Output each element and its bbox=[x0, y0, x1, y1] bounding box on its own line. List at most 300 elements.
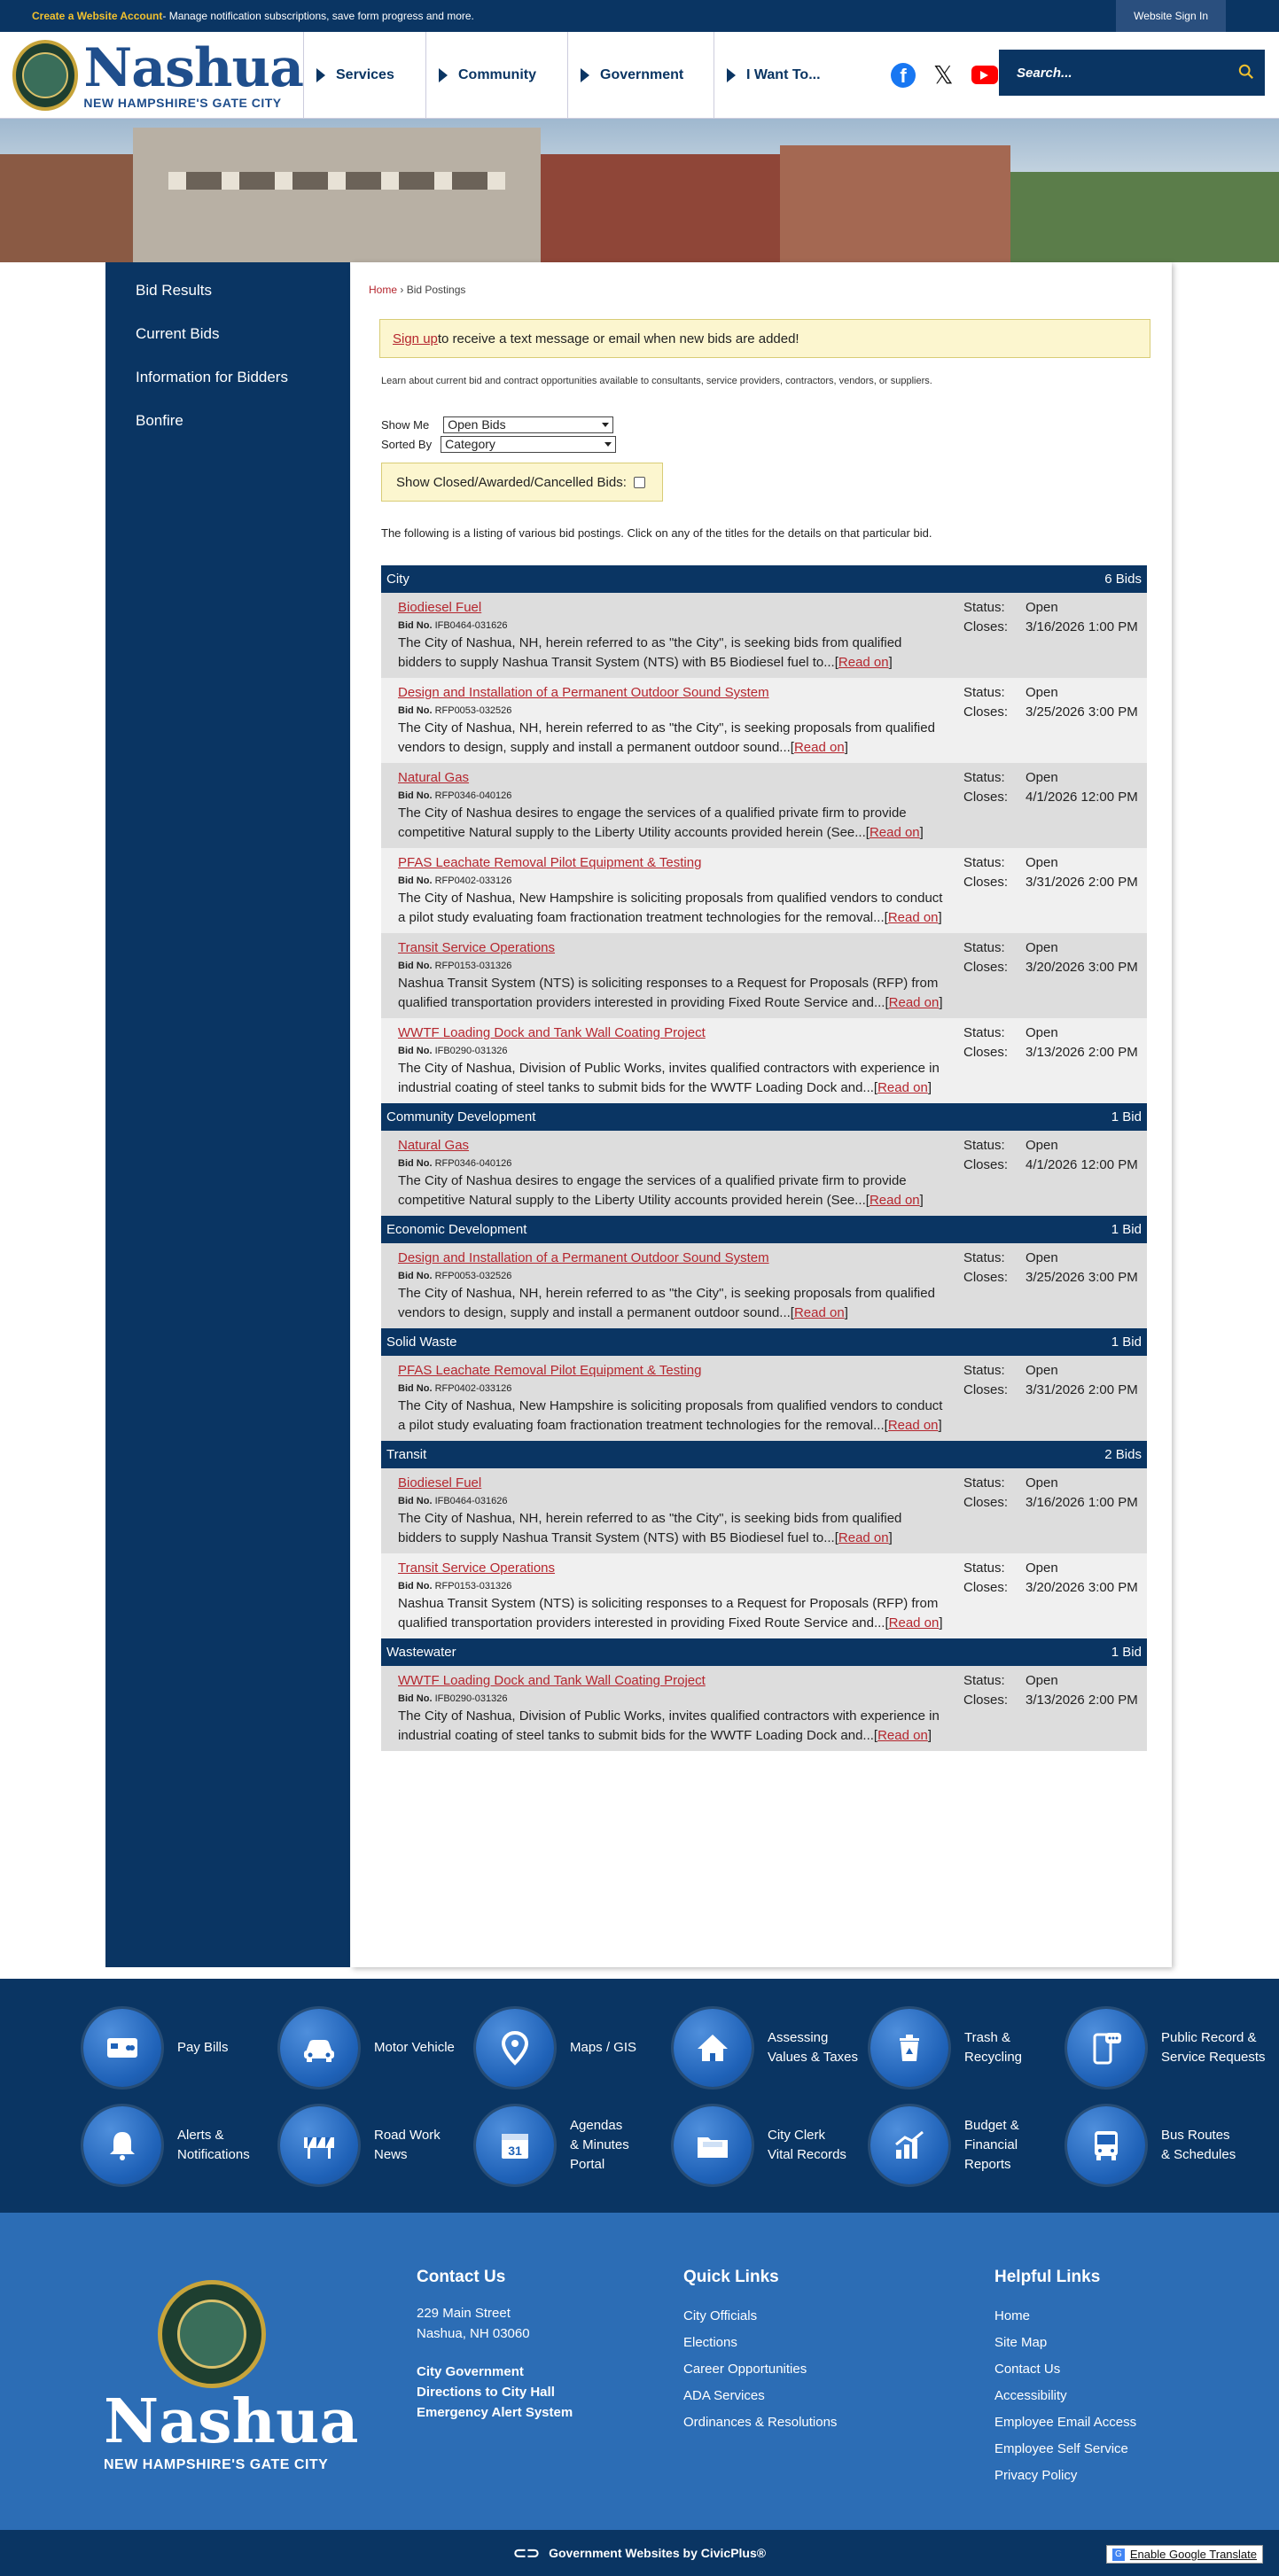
bid-status-value: Open bbox=[1026, 1250, 1058, 1265]
sidebar-item-bonfire[interactable]: Bonfire bbox=[136, 412, 183, 429]
bid-title-link[interactable]: Natural Gas bbox=[398, 1138, 470, 1153]
bid-number bbox=[398, 618, 948, 634]
category-name: Transit bbox=[386, 1447, 427, 1462]
bid-summary: Nashua Transit System (NTS) is soliciting responses to a Request for Proposals (RFP) from qualified transportation providers interested in providing Fixed Route Service and...[Read on] bbox=[398, 976, 943, 1010]
bid-number bbox=[398, 1381, 948, 1397]
footer-link[interactable]: Site Map bbox=[994, 2335, 1048, 2350]
bid-closes-value: 3/16/2026 1:00 PM bbox=[1026, 619, 1138, 634]
quick-link-label: Road Work News bbox=[374, 2128, 441, 2162]
main-content bbox=[351, 262, 1172, 1967]
bid-row bbox=[381, 1356, 1147, 1441]
quick-link-8[interactable] bbox=[280, 2106, 441, 2184]
bid-closes-value: 4/1/2026 12:00 PM bbox=[1026, 790, 1138, 805]
read-on-link[interactable]: Read on bbox=[887, 1418, 939, 1433]
bid-status-label: Status: bbox=[963, 770, 1005, 785]
bell-icon bbox=[83, 2106, 161, 2184]
bid-closes-label: Closes: bbox=[963, 704, 1009, 720]
site-logo[interactable] bbox=[0, 36, 303, 111]
bid-closes-label: Closes: bbox=[963, 875, 1009, 890]
notify-alert-box: Sign up to receive a text message or email when new bids are added! bbox=[379, 319, 1150, 358]
bid-number-value: RFP0402-033126 bbox=[434, 1383, 512, 1394]
bid-summary-text: The City of Nashua, New Hampshire is soliciting proposals from qualified vendors to conduct a pilot study evaluating foam fractionation treatment technologies for the removal... bbox=[398, 1398, 943, 1433]
bid-status-label: Status: bbox=[963, 1673, 1005, 1688]
category-name: Economic Development bbox=[386, 1222, 527, 1237]
bid-summary: The City of Nashua, NH, herein referred to as "the City", is seeking bids from qualified bidders to supply Nashua Transit System (NTS) with B5 Biodiesel fuel to...[Read on] bbox=[398, 635, 902, 670]
bid-number-value: RFP0153-031326 bbox=[434, 1581, 512, 1592]
footer-address-2: Nashua, NH 03060 bbox=[417, 2326, 530, 2341]
bid-title-link[interactable]: PFAS Leachate Removal Pilot Equipment & Testing bbox=[398, 1363, 702, 1378]
bid-closes-value: 4/1/2026 12:00 PM bbox=[1026, 1157, 1138, 1172]
bid-title-link[interactable]: Transit Service Operations bbox=[398, 940, 556, 955]
bid-summary-text: The City of Nashua, New Hampshire is soliciting proposals from qualified vendors to conduct a pilot study evaluating foam fractionation treatment technologies for the removal... bbox=[398, 891, 943, 925]
quick-link-11[interactable] bbox=[870, 2106, 1019, 2184]
read-on-link[interactable]: Read on bbox=[869, 1193, 920, 1208]
bid-summary-text: The City of Nashua, NH, herein referred to as "the City", is seeking bids from qualified bidders to supply Nashua Transit System (NTS) with B5 Biodiesel fuel to... bbox=[398, 1511, 902, 1545]
site-header bbox=[0, 32, 1279, 119]
bid-summary: The City of Nashua, New Hampshire is soliciting proposals from qualified vendors to conduct a pilot study evaluating foam fractionation treatment technologies for the removal...[Read on] bbox=[398, 891, 943, 925]
bid-status-label: Status: bbox=[963, 1138, 1005, 1153]
bid-meta bbox=[963, 683, 1138, 758]
bid-closes-value: 3/13/2026 2:00 PM bbox=[1026, 1045, 1138, 1060]
nav-arrow-icon bbox=[727, 68, 736, 82]
bid-closes-label: Closes: bbox=[963, 1693, 1009, 1708]
quick-link-2[interactable] bbox=[280, 2009, 455, 2087]
bid-row bbox=[381, 933, 1147, 1018]
bid-summary-text: Nashua Transit System (NTS) is soliciting responses to a Request for Proposals (RFP) from qualified transportation providers interested in providing Fixed Route Service and... bbox=[398, 1596, 939, 1630]
bid-number-label: Bid No. bbox=[398, 1271, 433, 1281]
bid-number-value: IFB0290-031326 bbox=[434, 1693, 508, 1704]
bid-closes-value: 3/25/2026 3:00 PM bbox=[1026, 704, 1138, 720]
footer-logo-name: Nashua bbox=[104, 2386, 359, 2457]
bid-summary: The City of Nashua, Division of Public Works, invites qualified contractors with experience in industrial coating of steel tanks to submit bids for the WWTF Loading Dock and...[Read on] bbox=[398, 1708, 940, 1743]
quick-link-label: Alerts & Notifications bbox=[177, 2128, 250, 2162]
search-icon[interactable] bbox=[1238, 64, 1254, 80]
quick-links-bar bbox=[0, 1979, 1279, 2213]
bid-title-link[interactable]: Biodiesel Fuel bbox=[398, 600, 482, 615]
quick-link-label: Maps / GIS bbox=[570, 2040, 637, 2055]
google-translate-label: Enable Google Translate bbox=[1129, 2548, 1257, 2561]
read-on-link[interactable]: Read on bbox=[888, 1615, 940, 1630]
quick-link-5[interactable] bbox=[870, 2009, 1022, 2087]
bus-icon bbox=[1067, 2106, 1145, 2184]
footer-link[interactable]: City Officials bbox=[683, 2308, 758, 2323]
bid-description-block bbox=[398, 1671, 948, 1746]
bid-summary: The City of Nashua, NH, herein referred to as "the City", is seeking proposals from qualified vendors to design, supply and install a permanent outdoor sound...[Read on] bbox=[398, 1286, 935, 1320]
category-name: City bbox=[386, 572, 409, 587]
filter-controls bbox=[381, 415, 616, 454]
breadcrumb: Home › Bid Postings bbox=[369, 284, 466, 296]
quick-link-label: Budget & Financial Reports bbox=[964, 2118, 1019, 2172]
category-header bbox=[381, 565, 1147, 593]
footer-quick-links bbox=[683, 2266, 837, 2436]
bid-number-value: IFB0290-031326 bbox=[434, 1046, 508, 1056]
civicplus-logo-icon: ⊂⊃ bbox=[512, 2543, 541, 2562]
footer-contact-heading: Contact Us bbox=[417, 2268, 506, 2286]
bid-number-label: Bid No. bbox=[398, 1496, 433, 1506]
category-count: 1 Bid bbox=[1111, 1335, 1142, 1350]
show-closed-box bbox=[381, 463, 663, 502]
bid-closes-value: 3/20/2026 3:00 PM bbox=[1026, 1580, 1138, 1595]
quick-link-3[interactable] bbox=[476, 2009, 636, 2087]
footer-link[interactable]: Contact Us bbox=[994, 2362, 1061, 2377]
bid-number-value: RFP0402-033126 bbox=[434, 876, 512, 886]
main-nav bbox=[303, 32, 846, 119]
phone-chat-icon bbox=[1067, 2009, 1145, 2087]
bid-status-label: Status: bbox=[963, 1363, 1005, 1378]
bid-status-label: Status: bbox=[963, 1560, 1005, 1576]
calendar-icon bbox=[476, 2106, 554, 2184]
bid-status-value: Open bbox=[1026, 1560, 1058, 1576]
bid-title-link[interactable]: Biodiesel Fuel bbox=[398, 1475, 482, 1490]
civicplus-link[interactable]: Government Websites by CivicPlus® bbox=[549, 2546, 767, 2560]
read-on-link[interactable]: Read on bbox=[793, 740, 845, 755]
bid-summary: The City of Nashua, NH, herein referred to as "the City", is seeking bids from qualified bidders to supply Nashua Transit System (NTS) with B5 Biodiesel fuel to...[Read on] bbox=[398, 1511, 902, 1545]
bid-summary: Nashua Transit System (NTS) is soliciting responses to a Request for Proposals (RFP) from qualified transportation providers interested in providing Fixed Route Service and...[Read on] bbox=[398, 1596, 943, 1630]
category-header bbox=[381, 1103, 1147, 1131]
nav-arrow-icon bbox=[439, 68, 448, 82]
footer-address-1: 229 Main Street bbox=[417, 2306, 511, 2321]
bid-number bbox=[398, 1691, 948, 1707]
category-count: 6 Bids bbox=[1104, 572, 1142, 587]
bid-status-label: Status: bbox=[963, 855, 1005, 870]
bid-closes-label: Closes: bbox=[963, 1495, 1009, 1510]
bid-status-value: Open bbox=[1026, 1363, 1058, 1378]
bid-number-label: Bid No. bbox=[398, 620, 433, 631]
category-count: 1 Bid bbox=[1111, 1109, 1142, 1125]
show-me-label: Show Me bbox=[381, 417, 430, 432]
bid-closes-label: Closes: bbox=[963, 960, 1009, 975]
category-header bbox=[381, 1638, 1147, 1666]
sign-up-link[interactable]: Sign up bbox=[393, 331, 438, 346]
bid-row bbox=[381, 1666, 1147, 1751]
category-count: 1 Bid bbox=[1111, 1645, 1142, 1660]
quick-link-6[interactable] bbox=[1067, 2009, 1266, 2087]
footer-link[interactable]: Privacy Policy bbox=[994, 2468, 1078, 2483]
read-on-link[interactable]: Read on bbox=[888, 995, 940, 1010]
bid-closes-value: 3/16/2026 1:00 PM bbox=[1026, 1495, 1138, 1510]
bid-row bbox=[381, 1553, 1147, 1638]
sidebar-item-information-for-bidders[interactable]: Information for Bidders bbox=[136, 369, 288, 385]
hero-banner-image bbox=[0, 119, 1279, 262]
bid-title-link[interactable]: PFAS Leachate Removal Pilot Equipment & Testing bbox=[398, 855, 702, 870]
social-links bbox=[891, 60, 998, 89]
google-translate-icon: G bbox=[1112, 2549, 1125, 2561]
bid-status-label: Status: bbox=[963, 600, 1005, 615]
quick-link-label: Motor Vehicle bbox=[374, 2040, 455, 2055]
bid-summary: The City of Nashua, NH, herein referred to as "the City", is seeking proposals from qualified vendors to design, supply and install a permanent outdoor sound...[Read on] bbox=[398, 720, 935, 755]
bid-number-value: RFP0346-040126 bbox=[434, 790, 512, 801]
footer-link[interactable]: Employee Email Access bbox=[994, 2415, 1137, 2430]
show-me-select[interactable]: Open Bids bbox=[443, 416, 613, 433]
category-name: Wastewater bbox=[386, 1645, 456, 1660]
breadcrumb-home[interactable]: Home bbox=[369, 284, 398, 296]
category-name: Solid Waste bbox=[386, 1335, 457, 1350]
bid-description-block bbox=[398, 1136, 948, 1210]
bid-status-label: Status: bbox=[963, 1475, 1005, 1490]
bid-status-label: Status: bbox=[963, 685, 1005, 700]
sidebar-nav bbox=[105, 262, 350, 1967]
bid-closes-label: Closes: bbox=[963, 1580, 1009, 1595]
bid-status-value: Open bbox=[1026, 1673, 1058, 1688]
bid-meta bbox=[963, 768, 1138, 843]
bid-status-value: Open bbox=[1026, 940, 1058, 955]
bid-number-label: Bid No. bbox=[398, 1158, 433, 1169]
category-header bbox=[381, 1216, 1147, 1243]
nav-arrow-icon bbox=[316, 68, 325, 82]
learn-text: Learn about current bid and contract opportunities available to consultants, service providers, contractors, vendors, or suppliers. bbox=[381, 376, 932, 386]
bid-closes-value: 3/13/2026 2:00 PM bbox=[1026, 1693, 1138, 1708]
bid-description-block bbox=[398, 1361, 948, 1436]
bid-meta bbox=[963, 1559, 1138, 1633]
footer-helpful-heading: Helpful Links bbox=[994, 2268, 1101, 2286]
bid-row bbox=[381, 593, 1147, 678]
bid-number-label: Bid No. bbox=[398, 1693, 433, 1704]
bid-row bbox=[381, 678, 1147, 763]
quick-link-label: Pay Bills bbox=[177, 2040, 229, 2055]
bid-status-value: Open bbox=[1026, 770, 1058, 785]
logo-name: Nashua bbox=[83, 36, 303, 99]
quick-link-label: Agendas & Minutes Portal bbox=[570, 2118, 629, 2172]
bid-number-label: Bid No. bbox=[398, 1581, 433, 1592]
bid-closes-value: 3/20/2026 3:00 PM bbox=[1026, 960, 1138, 975]
bid-number bbox=[398, 1043, 948, 1059]
youtube-icon[interactable] bbox=[971, 66, 998, 84]
bid-listing bbox=[381, 565, 1147, 1751]
nav-community[interactable]: Community bbox=[425, 32, 567, 119]
bid-meta bbox=[963, 598, 1138, 673]
logo-tagline: NEW HAMPSHIRE'S GATE CITY bbox=[83, 95, 282, 110]
bid-title-link[interactable]: Transit Service Operations bbox=[398, 1560, 556, 1576]
create-account-description: - Manage notification subscriptions, save form progress and more. bbox=[162, 10, 474, 22]
sorted-by-select[interactable]: Category bbox=[441, 436, 616, 453]
category-name: Community Development bbox=[386, 1109, 536, 1125]
bid-status-value: Open bbox=[1026, 685, 1058, 700]
x-twitter-icon[interactable]: 𝕏 bbox=[933, 60, 954, 89]
bid-description-block bbox=[398, 768, 948, 843]
bid-status-value: Open bbox=[1026, 855, 1058, 870]
nav-i-want-to[interactable]: I Want To... bbox=[714, 32, 846, 119]
recycle-bin-icon bbox=[870, 2009, 948, 2087]
footer-link-emergency-alert[interactable]: Emergency Alert System bbox=[417, 2405, 573, 2420]
bid-row bbox=[381, 763, 1147, 848]
create-account-link[interactable]: Create a Website Account bbox=[32, 10, 163, 22]
footer-helpful-links bbox=[994, 2266, 1136, 2489]
bid-number-label: Bid No. bbox=[398, 705, 433, 716]
bid-description-block bbox=[398, 1474, 948, 1548]
intro-text: The following is a listing of various bid postings. Click on any of the titles for the details on that particular bid. bbox=[381, 526, 932, 540]
read-on-link[interactable]: Read on bbox=[838, 655, 889, 670]
footer-quick-heading: Quick Links bbox=[683, 2268, 779, 2286]
bid-number bbox=[398, 1268, 948, 1284]
quick-link-label: Trash & Recycling bbox=[964, 2030, 1023, 2065]
bid-summary-text: The City of Nashua desires to engage the services of a qualified private firm to provide competitive Natural supply to the Liberty Utility accounts provided herein (See... bbox=[398, 805, 907, 840]
bid-number bbox=[398, 1578, 948, 1594]
nav-government[interactable]: Government bbox=[567, 32, 714, 119]
footer-link-directions[interactable]: Directions to City Hall bbox=[417, 2385, 555, 2400]
footer-link[interactable]: Ordinances & Resolutions bbox=[683, 2415, 838, 2430]
footer-link[interactable]: Home bbox=[994, 2308, 1031, 2323]
footer-link[interactable]: Career Opportunities bbox=[683, 2362, 807, 2377]
bid-number bbox=[398, 1156, 948, 1171]
search-placeholder: Search... bbox=[1017, 65, 1072, 81]
category-count: 1 Bid bbox=[1111, 1222, 1142, 1237]
bid-summary-text: The City of Nashua, Division of Public Works, invites qualified contractors with experience in industrial coating of steel tanks to submit bids for the WWTF Loading Dock and... bbox=[398, 1708, 940, 1743]
bid-title-link[interactable]: Design and Installation of a Permanent Outdoor Sound System bbox=[398, 1250, 769, 1265]
bid-number-label: Bid No. bbox=[398, 790, 433, 801]
bid-summary-text: The City of Nashua, NH, herein referred to as "the City", is seeking bids from qualified bidders to supply Nashua Transit System (NTS) with B5 Biodiesel fuel to... bbox=[398, 635, 902, 670]
read-on-link[interactable]: Read on bbox=[887, 910, 939, 925]
category-header bbox=[381, 1441, 1147, 1468]
bid-description-block bbox=[398, 598, 948, 673]
website-sign-in-button[interactable]: Website Sign In bbox=[1116, 0, 1226, 32]
read-on-link[interactable]: Read on bbox=[793, 1305, 845, 1320]
quick-link-4[interactable] bbox=[674, 2009, 858, 2087]
bid-closes-label: Closes: bbox=[963, 1270, 1009, 1285]
bid-summary: The City of Nashua desires to engage the services of a qualified private firm to provide competitive Natural supply to the Liberty Utility accounts provided herein (See...[Read on] bbox=[398, 1173, 924, 1208]
bid-status-label: Status: bbox=[963, 1250, 1005, 1265]
bid-row bbox=[381, 848, 1147, 933]
top-utility-bar bbox=[0, 0, 1279, 32]
bid-title-link[interactable]: Design and Installation of a Permanent Outdoor Sound System bbox=[398, 685, 769, 700]
sidebar-item-current-bids[interactable]: Current Bids bbox=[136, 325, 220, 342]
bid-status-value: Open bbox=[1026, 1475, 1058, 1490]
folder-icon bbox=[674, 2106, 752, 2184]
read-on-link[interactable]: Read on bbox=[869, 825, 920, 840]
bid-number-label: Bid No. bbox=[398, 1046, 433, 1056]
city-seal-icon bbox=[12, 40, 78, 111]
category-count: 2 Bids bbox=[1104, 1447, 1142, 1462]
bid-title-link[interactable]: WWTF Loading Dock and Tank Wall Coating Project bbox=[398, 1025, 706, 1040]
bid-meta bbox=[963, 853, 1138, 928]
footer-link[interactable]: ADA Services bbox=[683, 2388, 765, 2403]
quick-link-12[interactable] bbox=[1067, 2106, 1236, 2184]
bid-meta bbox=[963, 1023, 1138, 1098]
bar-chart-icon bbox=[870, 2106, 948, 2184]
quick-link-label: Public Record & Service Requests bbox=[1161, 2030, 1266, 2065]
sorted-by-label: Sorted By bbox=[381, 437, 433, 451]
show-closed-checkbox[interactable] bbox=[634, 477, 645, 488]
bid-title-link[interactable]: WWTF Loading Dock and Tank Wall Coating Project bbox=[398, 1673, 706, 1688]
bid-row bbox=[381, 1468, 1147, 1553]
bid-row bbox=[381, 1018, 1147, 1103]
read-on-link[interactable]: Read on bbox=[877, 1728, 928, 1743]
breadcrumb-current: Bid Postings bbox=[406, 284, 466, 296]
bid-closes-label: Closes: bbox=[963, 790, 1009, 805]
footer-logo-tagline: NEW HAMPSHIRE'S GATE CITY bbox=[104, 2457, 329, 2472]
bid-number bbox=[398, 873, 948, 889]
bid-number-value: RFP0153-031326 bbox=[434, 961, 512, 971]
quick-link-label: Bus Routes & Schedules bbox=[1161, 2128, 1236, 2162]
bid-status-value: Open bbox=[1026, 1138, 1058, 1153]
bid-closes-value: 3/31/2026 2:00 PM bbox=[1026, 1382, 1138, 1397]
bid-meta bbox=[963, 1361, 1138, 1436]
site-footer bbox=[0, 2213, 1279, 2530]
bid-title-link[interactable]: Natural Gas bbox=[398, 770, 470, 785]
bid-status-label: Status: bbox=[963, 940, 1005, 955]
bid-meta bbox=[963, 938, 1138, 1013]
footer-contact bbox=[417, 2266, 573, 2423]
credit-card-icon bbox=[83, 2009, 161, 2087]
bid-meta bbox=[963, 1671, 1138, 1746]
quick-link-label: City Clerk Vital Records bbox=[768, 2128, 846, 2162]
bid-status-value: Open bbox=[1026, 600, 1058, 615]
quick-link-7[interactable] bbox=[83, 2106, 250, 2184]
google-translate-button[interactable] bbox=[1106, 2545, 1263, 2564]
search-input[interactable] bbox=[999, 50, 1265, 96]
bid-description-block bbox=[398, 1559, 948, 1633]
bid-description-block bbox=[398, 853, 948, 928]
bid-description-block bbox=[398, 1249, 948, 1323]
bid-number-value: RFP0053-032526 bbox=[434, 1271, 512, 1281]
bid-closes-label: Closes: bbox=[963, 1045, 1009, 1060]
footer-link-city-government[interactable]: City Government bbox=[417, 2364, 524, 2379]
footer-link[interactable]: Employee Self Service bbox=[994, 2441, 1128, 2456]
bid-meta bbox=[963, 1474, 1138, 1548]
nav-services[interactable]: Services bbox=[303, 32, 425, 119]
bid-description-block bbox=[398, 938, 948, 1013]
bid-summary: The City of Nashua desires to engage the services of a qualified private firm to provide competitive Natural supply to the Liberty Utility accounts provided herein (See...[Read on] bbox=[398, 805, 924, 840]
bid-meta bbox=[963, 1249, 1138, 1323]
read-on-link[interactable]: Read on bbox=[838, 1530, 889, 1545]
read-on-link[interactable]: Read on bbox=[877, 1080, 928, 1095]
bid-row bbox=[381, 1243, 1147, 1328]
bid-summary-text: The City of Nashua, Division of Public Works, invites qualified contractors with experience in industrial coating of steel tanks to submit bids for the WWTF Loading Dock and... bbox=[398, 1061, 940, 1095]
bid-closes-label: Closes: bbox=[963, 1157, 1009, 1172]
map-pin-icon bbox=[476, 2009, 554, 2087]
bid-closes-value: 3/31/2026 2:00 PM bbox=[1026, 875, 1138, 890]
bid-summary-text: The City of Nashua desires to engage the services of a qualified private firm to provide competitive Natural supply to the Liberty Utility accounts provided herein (See... bbox=[398, 1173, 907, 1208]
nav-arrow-icon bbox=[581, 68, 589, 82]
road-barrier-icon bbox=[280, 2106, 358, 2184]
bid-summary-text: Nashua Transit System (NTS) is soliciting responses to a Request for Proposals (RFP) from qualified transportation providers interested in providing Fixed Route Service and... bbox=[398, 976, 939, 1010]
facebook-icon[interactable]: f bbox=[891, 63, 916, 88]
category-header bbox=[381, 1328, 1147, 1356]
bid-summary-text: The City of Nashua, NH, herein referred to as "the City", is seeking proposals from qualified vendors to design, supply and install a permanent outdoor sound... bbox=[398, 1286, 935, 1320]
bid-status-value: Open bbox=[1026, 1025, 1058, 1040]
bid-number-label: Bid No. bbox=[398, 961, 433, 971]
bid-meta bbox=[963, 1136, 1138, 1210]
sidebar-item-bid-results[interactable]: Bid Results bbox=[136, 282, 212, 299]
quick-link-label: Assessing Values & Taxes bbox=[768, 2030, 859, 2065]
bid-number-label: Bid No. bbox=[398, 1383, 433, 1394]
bid-number bbox=[398, 703, 948, 719]
bid-number-value: IFB0464-031626 bbox=[434, 620, 508, 631]
bid-description-block bbox=[398, 683, 948, 758]
bid-closes-label: Closes: bbox=[963, 619, 1009, 634]
footer-seal-icon bbox=[158, 2280, 266, 2388]
bid-summary: The City of Nashua, Division of Public Works, invites qualified contractors with experience in industrial coating of steel tanks to submit bids for the WWTF Loading Dock and...[Read on] bbox=[398, 1061, 940, 1095]
bid-number-value: RFP0346-040126 bbox=[434, 1158, 512, 1169]
show-closed-label: Show Closed/Awarded/Cancelled Bids: bbox=[396, 474, 627, 490]
quick-link-9[interactable] bbox=[476, 2106, 629, 2184]
quick-link-10[interactable] bbox=[674, 2106, 846, 2184]
house-icon bbox=[674, 2009, 752, 2087]
bid-number-label: Bid No. bbox=[398, 876, 433, 886]
bid-number-value: RFP0053-032526 bbox=[434, 705, 512, 716]
civicplus-credit-bar bbox=[0, 2530, 1279, 2576]
bid-closes-value: 3/25/2026 3:00 PM bbox=[1026, 1270, 1138, 1285]
bid-number bbox=[398, 1493, 948, 1509]
bid-number-value: IFB0464-031626 bbox=[434, 1496, 508, 1506]
bid-summary-text: The City of Nashua, NH, herein referred to as "the City", is seeking proposals from qualified vendors to design, supply and install a permanent outdoor sound... bbox=[398, 720, 935, 755]
bid-summary: The City of Nashua, New Hampshire is soliciting proposals from qualified vendors to conduct a pilot study evaluating foam fractionation treatment technologies for the removal...[Read on] bbox=[398, 1398, 943, 1433]
footer-link[interactable]: Elections bbox=[683, 2335, 737, 2350]
bid-row bbox=[381, 1131, 1147, 1216]
footer-link[interactable]: Accessibility bbox=[994, 2388, 1067, 2403]
bid-number bbox=[398, 958, 948, 974]
bid-description-block bbox=[398, 1023, 948, 1098]
quick-link-1[interactable] bbox=[83, 2009, 229, 2087]
